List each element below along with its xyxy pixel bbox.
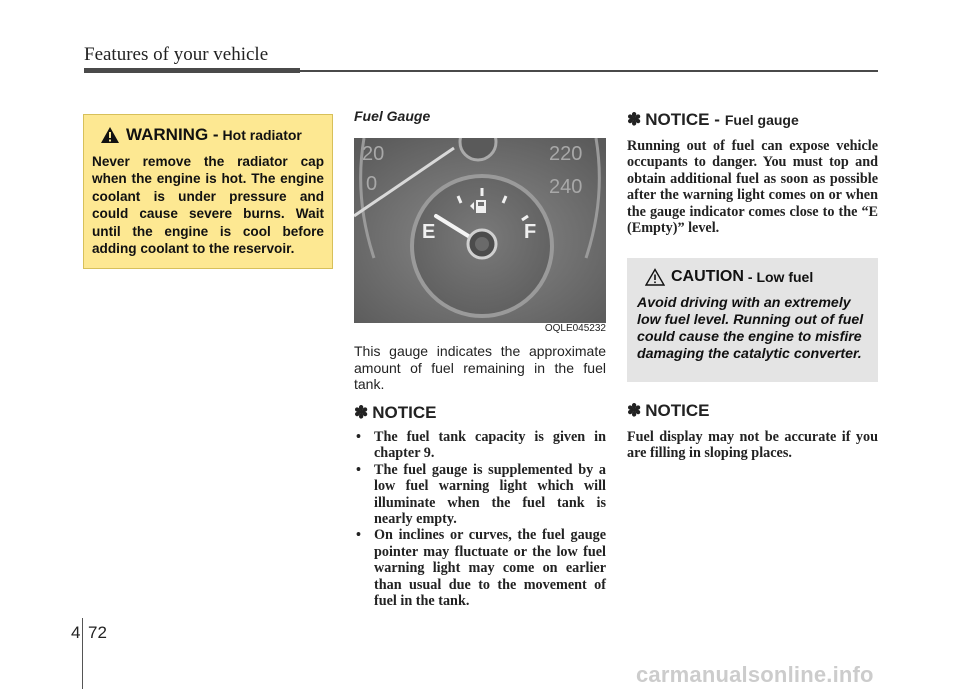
warning-subtitle: Hot radiator xyxy=(222,127,302,143)
notice-star-icon: ✽ xyxy=(354,403,369,422)
notice-1-title: NOTICE xyxy=(372,403,437,422)
fuel-gauge-title: Fuel Gauge xyxy=(354,108,431,124)
caution-subtitle: - Low fuel xyxy=(747,269,814,285)
caution-heading xyxy=(645,268,868,286)
fuel-gauge-description: This gauge indicates the approximate amount of fuel remaining in the fuel tank. xyxy=(354,343,606,392)
notice-section-3 xyxy=(627,401,878,462)
page-number: 72 xyxy=(88,623,107,642)
notice-3-text: Fuel display may not be accurate if you are filling in sloping places. xyxy=(627,429,878,462)
notice-2-subtitle: Fuel gauge xyxy=(724,112,799,128)
notice-section-1 xyxy=(354,403,606,609)
notice-2-title: NOTICE - xyxy=(645,110,720,129)
fuel-gauge-image xyxy=(354,138,606,323)
list-item: • The fuel gauge is supplemented by a low fuel warning light which will illuminate when the fuel tank is nearly empty. xyxy=(356,461,606,528)
speed-label-240: 240 xyxy=(549,176,583,198)
footer-divider xyxy=(82,618,83,689)
caution-triangle-icon xyxy=(645,268,665,286)
header-rule-thin xyxy=(300,70,878,72)
fuel-gauge-illustration xyxy=(354,138,606,338)
fuel-gauge-section xyxy=(354,108,606,124)
gauge-label-empty: E xyxy=(422,221,436,243)
gauge-label-full: F xyxy=(524,221,537,243)
notice-3-heading xyxy=(627,401,878,421)
warning-text: Never remove the radiator cap when the engine is hot. The engine coolant is under pressure and could cause severe burns. Wait until the engine is cool before adding coolant to the reservoir. xyxy=(92,154,324,257)
caution-text: Avoid driving with an extremely low fuel level. Running out of fuel could cause the engine to misfire damaging the catalytic converter. xyxy=(637,295,864,362)
caution-box xyxy=(627,258,878,382)
warning-triangle-icon xyxy=(100,126,120,144)
speed-label-220: 220 xyxy=(549,143,583,165)
notice-2-heading xyxy=(627,110,878,130)
speed-label-20: 20 xyxy=(362,143,385,165)
notice-1-heading xyxy=(354,403,606,423)
notice-star-icon: ✽ xyxy=(627,110,642,129)
list-item: • The fuel tank capacity is given in chapter 9. xyxy=(356,429,606,462)
list-item: • On inclines or curves, the fuel gauge pointer may fluctuate or the low fuel warning light may come on earlier than usual due to the movement of fuel in the tank. xyxy=(356,527,606,610)
page-header-title: Features of your vehicle xyxy=(84,44,269,65)
warning-title: WARNING - xyxy=(126,125,219,144)
speed-label-0: 0 xyxy=(366,173,378,195)
warning-box xyxy=(83,114,333,269)
caution-title: CAUTION xyxy=(671,268,744,285)
bullet-text: The fuel tank capacity is given in chapter 9. xyxy=(374,429,606,462)
chapter-number: 4 xyxy=(71,623,81,642)
bullet-text: The fuel gauge is supplemented by a low fuel warning light which will illuminate when the fuel tank is nearly empty. xyxy=(374,461,606,528)
notice-1-bullet-list xyxy=(354,429,606,609)
header-rule-thick xyxy=(84,68,300,73)
notice-star-icon: ✽ xyxy=(627,401,642,420)
bullet-text: On inclines or curves, the fuel gauge pointer may fluctuate or the low fuel warning light may come on earlier than usual due to the movement of fuel in the tank. xyxy=(374,527,606,610)
watermark: carmanualsonline.info xyxy=(636,662,874,687)
warning-heading xyxy=(100,125,324,145)
notice-section-2 xyxy=(627,110,878,236)
notice-3-title: NOTICE xyxy=(645,401,710,420)
image-code-label: OQLE045232 xyxy=(544,323,606,334)
notice-2-text: Running out of fuel can expose vehicle occupants to danger. You must top and obtain additional fuel as soon as possible after the warning light comes on or when the gauge indicator comes close to the “E (Empty)” level. xyxy=(627,138,878,237)
